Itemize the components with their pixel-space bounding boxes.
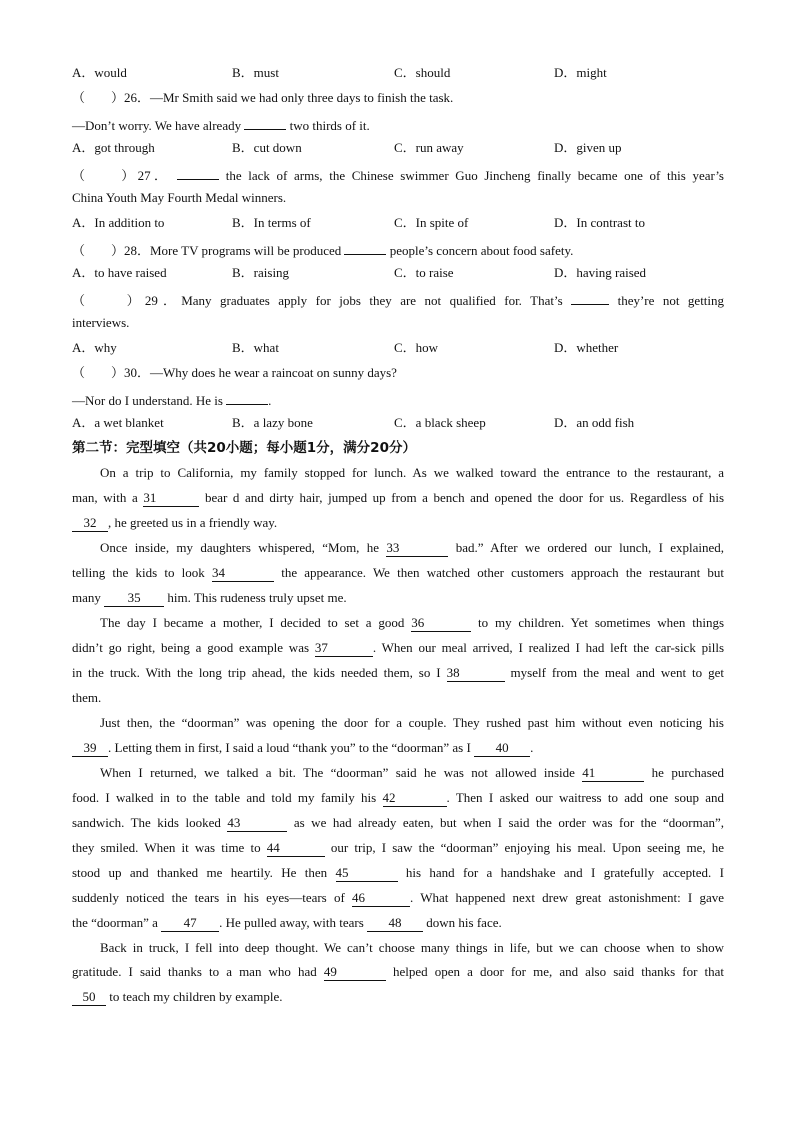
- passage-text: sandwich. The kids looked: [72, 815, 221, 830]
- passage-text: The day I became a mother, I decided to set a good: [100, 615, 405, 630]
- q27-options: [72, 213, 724, 233]
- q28-option-a[interactable]: A．to have raised: [72, 265, 167, 280]
- passage-text: the “doorman” a: [72, 915, 158, 930]
- blank-33[interactable]: 33: [386, 540, 448, 557]
- q26-option-a[interactable]: A．got through: [72, 140, 155, 155]
- blank-49[interactable]: 49: [324, 964, 386, 981]
- q25-options: [72, 63, 724, 83]
- passage-text: many: [72, 590, 101, 605]
- passage-text: didn’t go right, being a good example was: [72, 640, 310, 655]
- q29-blank[interactable]: [571, 288, 609, 305]
- q27-stem: [72, 163, 724, 183]
- passage-p2-line3: [72, 588, 724, 608]
- passage-text: . Letting them in first, I said a loud “thank you” to the “doorman” as I: [108, 740, 471, 755]
- q26-text-a: —Don’t worry. We have already: [72, 118, 242, 133]
- passage-p2-line1: [100, 538, 724, 558]
- q29-option-c[interactable]: C．how: [394, 340, 439, 355]
- q30-text-b: .: [268, 393, 272, 408]
- passage-text: his hand for a handshake and I gratefully accepted. I: [405, 865, 724, 880]
- passage-text: myself from the meal and went to get: [510, 665, 724, 680]
- q29-option-a[interactable]: A．why: [72, 340, 117, 355]
- passage-text: down his face.: [426, 915, 502, 930]
- blank-43[interactable]: 43: [227, 815, 287, 832]
- passage-p5-line6: [72, 888, 724, 908]
- passage-p3-line4: them.: [72, 690, 102, 705]
- q27-blank[interactable]: [177, 163, 219, 180]
- passage-p5-line3: [72, 813, 724, 833]
- passage-text: our trip, I saw the “doorman” enjoying his meal. Upon seeing me, he: [330, 840, 725, 855]
- q30-option-c[interactable]: C．a black sheep: [394, 415, 486, 430]
- passage-text: .: [530, 740, 534, 755]
- q26-option-d[interactable]: D．given up: [554, 140, 622, 155]
- blank-39[interactable]: 39: [72, 740, 108, 757]
- q30-line2: [72, 388, 724, 408]
- q25-option-a[interactable]: A．would: [72, 65, 127, 80]
- passage-p3-line1: [100, 613, 724, 633]
- q27-option-a[interactable]: A．In addition to: [72, 215, 165, 230]
- passage-text: telling the kids to look: [72, 565, 205, 580]
- q30-options: [72, 413, 724, 433]
- blank-44[interactable]: 44: [267, 840, 325, 857]
- blank-42[interactable]: 42: [383, 790, 447, 807]
- q29-text-b: they’re not getting: [617, 293, 725, 308]
- passage-text: . Then I asked our waitress to add one soup and: [446, 790, 724, 805]
- passage-text: him. This rudeness truly upset me.: [167, 590, 347, 605]
- q28-option-b[interactable]: B．raising: [232, 265, 290, 280]
- passage-p6-line1: Back in truck, I fell into deep thought. We can’t choose many things in life, but we can choose when to show: [100, 940, 724, 955]
- q26-option-c[interactable]: C．run away: [394, 140, 464, 155]
- blank-34[interactable]: 34: [212, 565, 274, 582]
- q29-option-d[interactable]: D．whether: [554, 340, 619, 355]
- passage-text: man, with a: [72, 490, 138, 505]
- q25-option-d[interactable]: D．might: [554, 65, 607, 80]
- blank-32[interactable]: 32: [72, 515, 108, 532]
- passage-text: . When our meal arrived, I realized I had left the car-sick pills: [372, 640, 725, 655]
- passage-text: suddenly noticed the tears in his eyes—tears of: [72, 890, 345, 905]
- q27-option-d[interactable]: D．In contrast to: [554, 215, 645, 230]
- q30-option-a[interactable]: A．a wet blanket: [72, 415, 164, 430]
- q30-option-d[interactable]: D．an odd fish: [554, 415, 635, 430]
- passage-text: , he greeted us in a friendly way.: [108, 515, 278, 530]
- passage-text: as we had already eaten, but when I said the order was for the “doorman”,: [293, 815, 725, 830]
- passage-text: bear d and dirty hair, jumped up from a bench and opened the door for us. Regardless of his: [204, 490, 725, 505]
- q28-stem: [72, 238, 724, 258]
- q29-option-b[interactable]: B．what: [232, 340, 279, 355]
- passage-p1-line1: On a trip to California, my family stopped for lunch. As we walked toward the entrance to the restaurant, a: [100, 465, 724, 480]
- q25-option-c[interactable]: C．should: [394, 65, 451, 80]
- q28-options: [72, 263, 724, 283]
- passage-p3-line3: [72, 663, 724, 683]
- passage-p2-line2: [72, 563, 724, 583]
- q28-blank[interactable]: [344, 238, 386, 255]
- passage-p5-line5: [72, 863, 724, 883]
- blank-48[interactable]: 48: [367, 915, 423, 932]
- q27-option-b[interactable]: B．In terms of: [232, 215, 311, 230]
- passage-text: helped open a door for me, and also said thanks for that: [392, 964, 725, 979]
- q29-line2: interviews.: [72, 315, 130, 330]
- passage-text: food. I walked in to the table and told my family his: [72, 790, 377, 805]
- passage-text: Once inside, my daughters whispered, “Mom, he: [100, 540, 380, 555]
- blank-41[interactable]: 41: [582, 765, 644, 782]
- q26-blank[interactable]: [244, 113, 286, 130]
- blank-37[interactable]: 37: [315, 640, 373, 657]
- passage-text: . He pulled away, with tears: [219, 915, 364, 930]
- passage-text: When I returned, we talked a bit. The “doorman” said he was not allowed inside: [100, 765, 575, 780]
- passage-p5-line7: [72, 913, 724, 933]
- blank-31[interactable]: 31: [143, 490, 199, 507]
- passage-text: they smiled. When it was time to: [72, 840, 261, 855]
- passage-p3-line2: [72, 638, 724, 658]
- q30-stem: （ ）30．—Why does he wear a raincoat on sunny days?: [72, 365, 397, 380]
- q27-text: the lack of arms, the Chinese swimmer Guo Jincheng finally became one of this year’s: [225, 168, 724, 183]
- blank-50[interactable]: 50: [72, 989, 106, 1006]
- passage-p4-line2: [72, 738, 724, 758]
- q30-option-b[interactable]: B．a lazy bone: [232, 415, 313, 430]
- q26-stem: （ ）26．—Mr Smith said we had only three days to finish the task.: [72, 90, 454, 105]
- passage-text: the appearance. We then watched other customers approach the restaurant but: [281, 565, 725, 580]
- q27-option-c[interactable]: C．In spite of: [394, 215, 469, 230]
- passage-text: to teach my children by example.: [109, 989, 283, 1004]
- blank-46[interactable]: 46: [352, 890, 410, 907]
- passage-p1-line2: [72, 488, 724, 508]
- q30-text-a: —Nor do I understand. He is: [72, 393, 223, 408]
- passage-text: . What happened next drew great astonishment: I gave: [409, 890, 724, 905]
- passage-text: bad.” After we ordered our lunch, I explained,: [455, 540, 725, 555]
- q26-options: [72, 138, 724, 158]
- passage-p5-line4: [72, 838, 724, 858]
- passage-p1-line3: [72, 513, 724, 533]
- q28-option-c[interactable]: C．to raise: [394, 265, 454, 280]
- passage-text: in the truck. With the long trip ahead, the kids needed them, so I: [72, 665, 441, 680]
- q28-text-a: （ ）28．More TV programs will be produced: [72, 243, 342, 258]
- blank-47[interactable]: 47: [161, 915, 219, 932]
- passage-text: gratitude. I said thanks to a man who had: [72, 964, 317, 979]
- q26-line2: [72, 113, 724, 133]
- section2-heading: 第二节：完型填空（共20小题；每小题1分，满分20分）: [72, 440, 416, 456]
- q28-option-d[interactable]: D．having raised: [554, 265, 647, 280]
- blank-45[interactable]: 45: [336, 865, 398, 882]
- passage-p6-line2: [72, 962, 724, 982]
- passage-text: he purchased: [651, 765, 725, 780]
- passage-text: to my children. Yet sometimes when things: [478, 615, 725, 630]
- q26-text-b: two thirds of it.: [289, 118, 370, 133]
- passage-text: stood up and thanked me heartily. He then: [72, 865, 328, 880]
- q26-option-b[interactable]: B．cut down: [232, 140, 302, 155]
- q29-stem: [72, 288, 724, 308]
- blank-36[interactable]: 36: [411, 615, 471, 632]
- q29-text-a: （ ）29．Many graduates apply for jobs they are not qualified for. That’s: [72, 293, 563, 308]
- passage-p5-line1: [100, 763, 724, 783]
- blank-35[interactable]: 35: [104, 590, 164, 607]
- q30-blank[interactable]: [226, 388, 268, 405]
- passage-p6-line3: [72, 987, 724, 1007]
- passage-p5-line2: [72, 788, 724, 808]
- q25-option-b[interactable]: B．must: [232, 65, 279, 80]
- blank-38[interactable]: 38: [447, 665, 505, 682]
- passage-p4-line1: Just then, the “doorman” was opening the door for a couple. They rushed past him without even noticing his: [100, 715, 724, 730]
- q28-text-b: people’s concern about food safety.: [389, 243, 574, 258]
- q29-options: [72, 338, 724, 358]
- blank-40[interactable]: 40: [474, 740, 530, 757]
- q27-number: （ ）27．: [72, 168, 171, 183]
- q27-line2: China Youth May Fourth Medal winners.: [72, 190, 287, 205]
